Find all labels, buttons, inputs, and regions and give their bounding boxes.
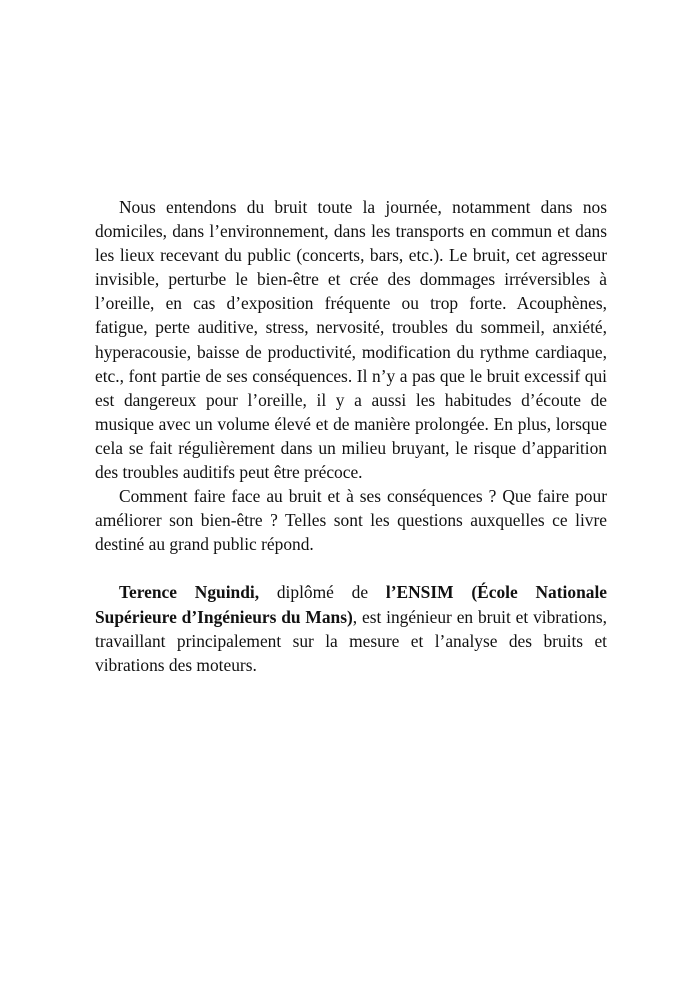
bio-text-2: , est ingénieur en bruit et vibrations, travaillant principalement sur la mesure et l’analyse des bruits et vibrations des moteurs. xyxy=(95,606,607,675)
author-bio xyxy=(95,580,607,676)
author-name: Terence Nguindi, xyxy=(119,582,260,603)
back-cover-text xyxy=(95,195,607,677)
school-name: l’ENSIM (École Nationale Supérieure d’Ingénieurs du Mans) xyxy=(95,582,607,627)
questions-paragraph: Comment faire face au bruit et à ses conséquences ? Que faire pour améliorer son bien-être ? Telles sont les questions auxquelles ce livre destiné au grand public répond. xyxy=(95,486,607,555)
intro-paragraph: Nous entendons du bruit toute la journée, notamment dans nos domiciles, dans l’environnement, dans les transports en commun et dans les lieux recevant du public (concerts, bars, etc.). Le bruit, cet agresseur invisible, perturbe le bien-être et crée des dommages irréversibles à l’oreille, en cas d’exposition fréquente ou trop forte. Acouphènes, fatigue, perte auditive, stress, nervosité, troubles du sommeil, anxiété, hyperacousie, baisse de productivité, modification du rythme cardiaque, etc., font partie de ses conséquences. Il n’y a pas que le bruit excessif qui est dangereux pour l’oreille, il y a aussi les habitudes d’écoute de musique avec un volume élevé et de manière prolongée. En plus, lorsque cela se fait régulièrement dans un milieu bruyant, le risque d’apparition des troubles auditifs peut être précoce. xyxy=(95,197,607,483)
bio-text-1: diplômé de xyxy=(259,582,386,603)
